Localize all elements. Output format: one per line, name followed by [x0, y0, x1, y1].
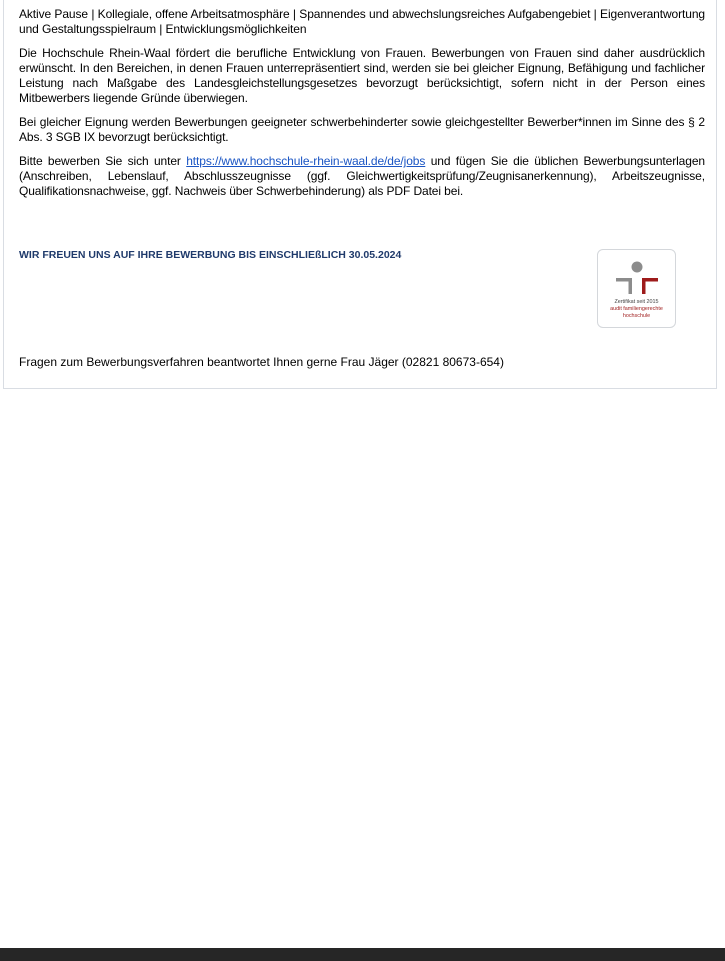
- application-text-end: und fügen Sie die üblichen Bewerbungsunterlagen (Anschreiben, Lebenslauf, Abschlusszeugnisse (ggf. Gleichwertigkeitsprüfung/Zeugnisanerkennung), Arbeitszeugnisse, Qualifikationsnachweise, ggf. Nachweis über Schwerbehinderung) als PDF Datei bei.: [19, 154, 705, 198]
- contact-info: Fragen zum Bewerbungsverfahren beantwortet Ihnen gerne Frau Jäger (02821 80673-654): [19, 355, 504, 369]
- family-audit-certificate: [597, 249, 676, 328]
- application-paragraph: [19, 154, 705, 199]
- certificate-audit: audit familiengerechte: [610, 306, 663, 312]
- certificate-since: Zertifikat seit 2015: [614, 299, 659, 305]
- audit-logo-icon: [598, 250, 677, 298]
- certificate-hochschule: hochschule: [622, 313, 651, 319]
- disability-paragraph: Bei gleicher Eignung werden Bewerbungen geeigneter schwerbehinderter sowie gleichgestellter Bewerber*innen im Sinne des § 2 Abs. 3 SGB IX bevorzugt berücksichtigt.: [19, 115, 705, 144]
- application-deadline: WIR FREUEN UNS AUF IHRE BEWERBUNG BIS EINSCHLIEßLICH 30.05.2024: [19, 249, 402, 261]
- women-equality-paragraph: Die Hochschule Rhein-Waal fördert die berufliche Entwicklung von Frauen. Bewerbungen von Frauen sind daher ausdrücklich erwünscht. In den Bereichen, in denen Frauen unterrepräsentiert sind, werden sie bei gleicher Eignung, Befähigung und fachlicher Leistung nach Maßgabe des Landesgleichstellungsgesetzes bevorzugt berücksichtigt, sofern nicht in der Person eines Mitbewerbers liegende Gründe überwiegen.: [19, 46, 705, 105]
- benefits-paragraph: Aktive Pause | Kollegiale, offene Arbeitsatmosphäre | Spannendes und abwechslungsreiches Aufgabengebiet | Eigenverantwortung und Gestaltungsspielraum | Entwicklungsmöglichkeiten: [19, 7, 705, 36]
- bottom-bar: [0, 948, 725, 961]
- posting-body: [19, 7, 705, 208]
- job-posting-card: [3, 0, 717, 389]
- application-text-start: Bitte bewerben Sie sich unter: [19, 154, 187, 168]
- jobs-link[interactable]: https://www.hochschule-rhein-waal.de/de/jobs: [186, 154, 426, 168]
